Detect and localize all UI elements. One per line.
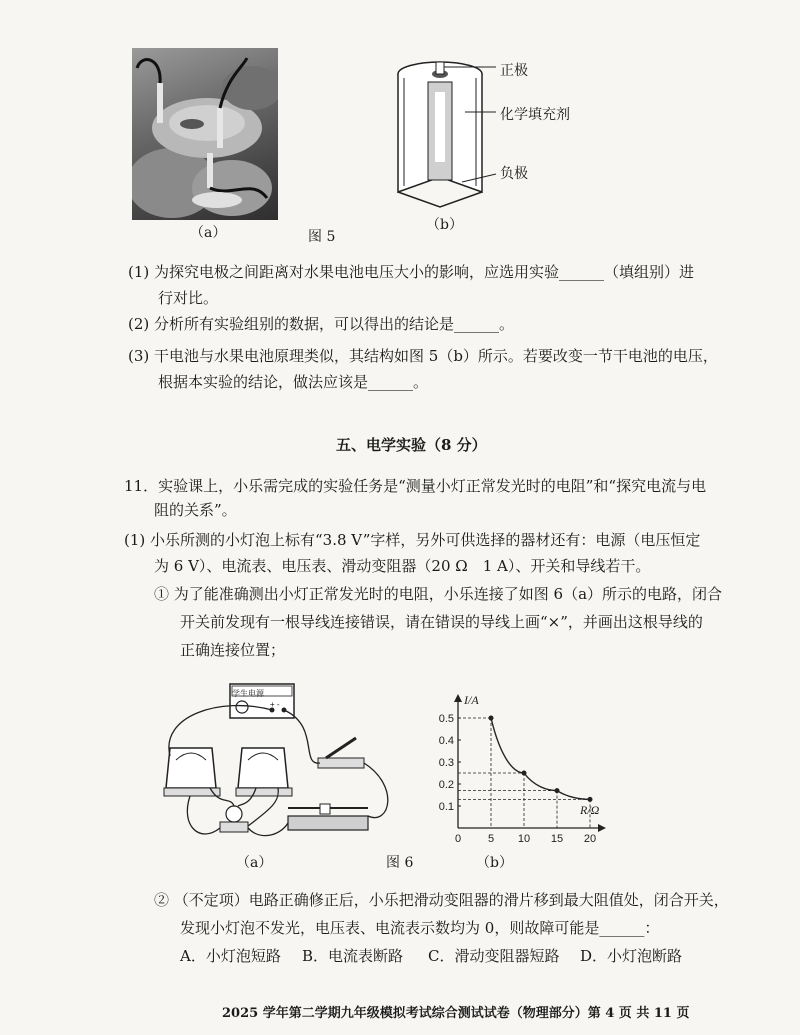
data-point bbox=[489, 716, 494, 721]
option-c[interactable]: C．滑动变阻器短路 bbox=[428, 947, 560, 965]
q10-part1-line2: 行对比。 bbox=[158, 289, 219, 307]
label-positive-electrode: 正极 bbox=[500, 63, 528, 79]
y-tick-label: 0.2 bbox=[438, 779, 454, 791]
label-chemical-filler: 化学填充剂 bbox=[500, 107, 570, 123]
fig5-sub-b: （b） bbox=[426, 217, 463, 233]
option-b[interactable]: B．电流表断路 bbox=[302, 947, 404, 965]
x-axis-label: R/Ω bbox=[580, 803, 600, 817]
q11-sub2-line2: 发现小灯泡不发光，电压表、电流表示数均为 0，则故障可能是______： bbox=[180, 919, 660, 937]
fig6-sub-a: （a） bbox=[236, 855, 273, 871]
fig6-sub-b: （b） bbox=[476, 855, 513, 871]
y-tick-label: 0.4 bbox=[438, 735, 454, 747]
q11-sub2-line1: ② （不定项）电路正确修正后，小乐把滑动变阻器的滑片移到最大阻值处，闭合开关， bbox=[154, 891, 729, 909]
y-axis-arrow bbox=[454, 694, 462, 702]
x-tick-label: 20 bbox=[583, 833, 597, 845]
q11-stem-line1: 11．实验课上，小乐需完成的实验任务是“测量小灯正常发光时的电阻”和“探究电流与电 bbox=[124, 477, 707, 495]
dry-cell-diagram bbox=[390, 52, 500, 214]
series-line bbox=[491, 718, 590, 799]
q11-sub1-line1: ① 为了能准确测出小灯正常发光时的电阻，小乐连接了如图 6（a）所示的电路，闭合 bbox=[154, 585, 723, 603]
y-axis-label: I/A bbox=[464, 693, 479, 707]
y-tick-label: 0.1 bbox=[438, 801, 454, 813]
q11-part1-line2: 为 6 V）、电流表、电压表、滑动变阻器（20 Ω 1 A）、开关和导线若干。 bbox=[154, 557, 651, 575]
q10-part3-line2: 根据本实验的结论，做法应该是______。 bbox=[158, 373, 429, 391]
label-negative-electrode: 负极 bbox=[500, 166, 528, 182]
fruit-battery-photo bbox=[132, 48, 278, 220]
x-tick-label: 10 bbox=[517, 833, 531, 845]
data-point bbox=[555, 788, 560, 793]
page-footer: 2025 学年第二学期九年级模拟考试综合测试试卷（物理部分）第 4 页 共 11 页 bbox=[222, 1006, 690, 1021]
q11-sub1-line2: 开关前发现有一根导线连接错误，请在错误的导线上画“×”，并画出这根导线的 bbox=[180, 613, 703, 631]
q11-part1-line1: (1) 小乐所测的小灯泡上标有“3.8 V”字样，另外可供选择的器材还有：电源（电压恒定 bbox=[124, 531, 701, 549]
y-tick-label: 0.3 bbox=[438, 757, 454, 769]
option-a[interactable]: A．小灯泡短路 bbox=[180, 947, 281, 965]
q10-part1-line1: (1) 为探究电极之间距离对水果电池电压大小的影响，应选用实验______（填组别）进 bbox=[128, 263, 695, 281]
fig6-caption: 图 6 bbox=[386, 855, 414, 871]
fig5-caption: 图 5 bbox=[308, 229, 336, 245]
fig5-sub-a: （a） bbox=[190, 225, 227, 241]
power-supply-label: 学生电源 bbox=[232, 689, 264, 698]
current-resistance-chart bbox=[420, 688, 620, 850]
x-tick-label: 5 bbox=[487, 833, 495, 845]
x-tick-label: 0 bbox=[454, 833, 462, 845]
q11-sub1-line3: 正确连接位置； bbox=[180, 641, 286, 659]
q10-part3-line1: (3) 干电池与水果电池原理类似，其结构如图 5（b）所示。若要改变一节干电池的电压， bbox=[128, 347, 718, 365]
x-axis-arrow bbox=[598, 824, 606, 832]
option-d[interactable]: D．小灯泡断路 bbox=[580, 947, 683, 965]
data-point bbox=[522, 771, 527, 776]
power-supply-terminals: + - bbox=[270, 700, 280, 709]
q11-stem-line2: 阻的关系”。 bbox=[154, 501, 237, 519]
circuit-diagram bbox=[160, 676, 400, 852]
q10-part2: (2) 分析所有实验组别的数据，可以得出的结论是______。 bbox=[128, 315, 515, 333]
section-title: 五、电学实验（8 分） bbox=[336, 436, 487, 454]
x-tick-label: 15 bbox=[550, 833, 564, 845]
data-point bbox=[588, 797, 593, 802]
y-tick-label: 0.5 bbox=[438, 713, 454, 725]
